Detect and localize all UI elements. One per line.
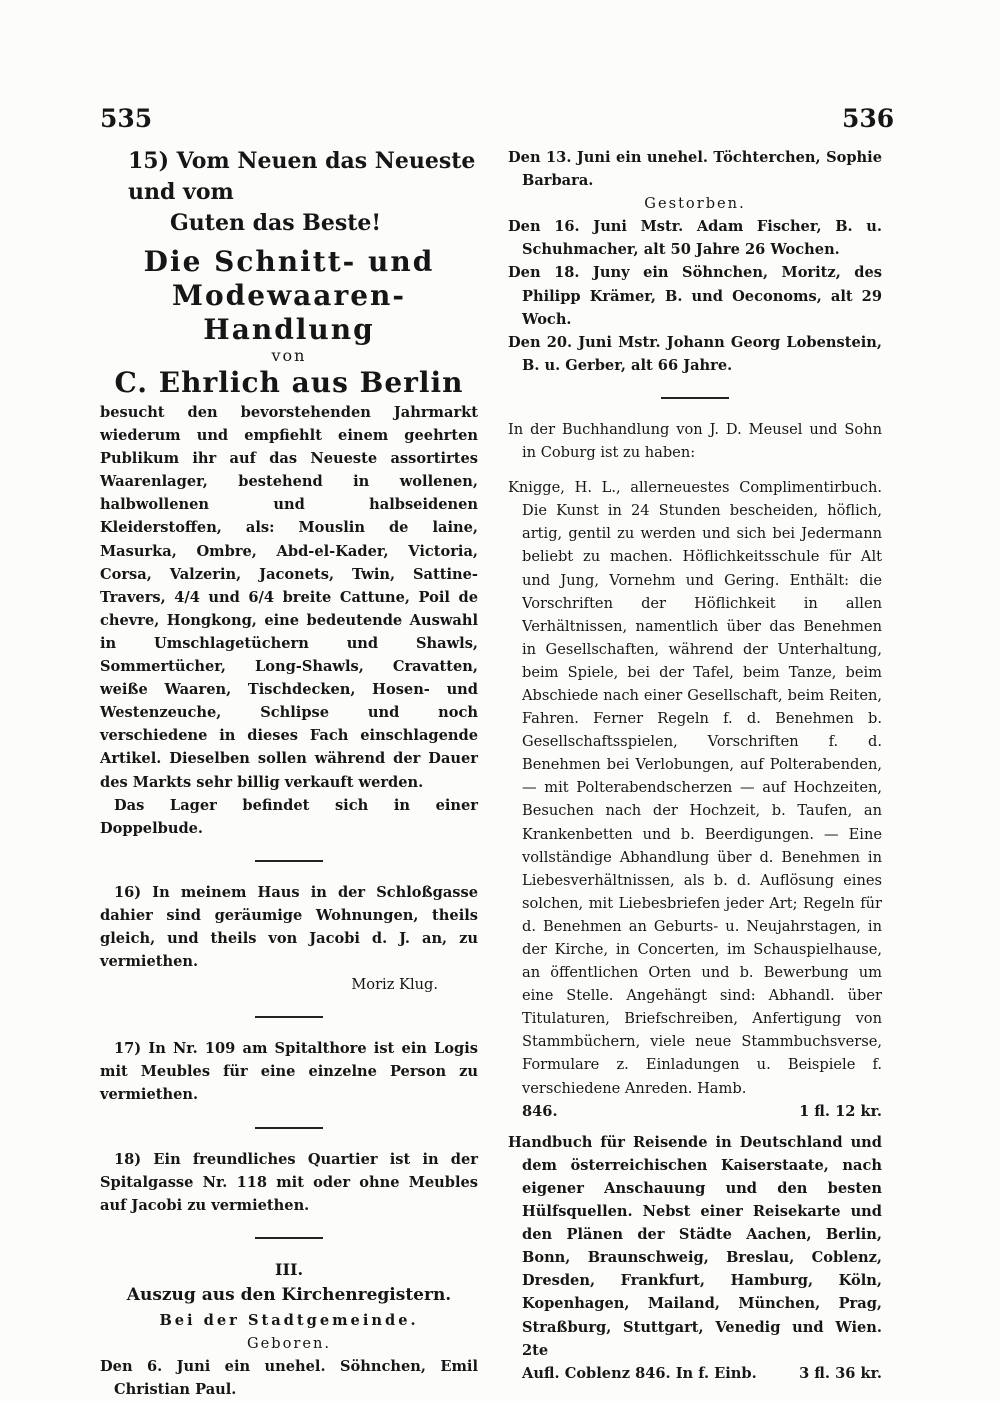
ad-16-text: 16) In meinem Haus in der Schloßgasse dahier sind geräumige Wohnungen, theils gleich, und theils von Jacobi d. J. an, zu vermiethen. — [100, 883, 478, 971]
page-number-left: 535 — [100, 104, 153, 133]
ad-15-heading-line2: Guten das Beste! — [170, 210, 382, 236]
handbuch-edition: Aufl. Coblenz 846. In f. Einb. — [522, 1364, 757, 1382]
birth-entry: Den 6. Juni ein unehel. Söhnchen, Emil Christian Paul. — [100, 1358, 478, 1399]
births-heading: Geboren. — [246, 1335, 332, 1352]
section-title: Auszug aus den Kirchenregistern. — [126, 1284, 452, 1305]
von-label: von — [271, 346, 307, 365]
separator-rule — [255, 1016, 323, 1018]
handbuch-price-line — [508, 1362, 882, 1385]
left-column — [100, 146, 478, 1401]
death-entry: Den 18. Juny ein Söhnchen, Moritz, des Philipp Krämer, B. und Oeconoms, alt 29 Woch. — [508, 264, 882, 328]
ad-15-last-line: Das Lager befindet sich in einer Doppelbude. — [100, 796, 478, 837]
firm-name-line2: Handlung — [203, 313, 375, 346]
separator-rule — [255, 1237, 323, 1239]
page-number-right: 536 — [842, 104, 895, 133]
death-entry: Den 16. Juni Mstr. Adam Fischer, B. u. Schuhmacher, alt 50 Jahre 26 Wochen. — [508, 218, 882, 259]
handbuch-listing: Handbuch für Reisende in Deutschland und dem österreichischen Kaiserstaate, nach eigener Anschauung und den besten Hülfsquellen. Nebst einer Reisekarte und den Plänen der Städte Aachen, Berlin, Bonn, Braunschweig, Breslau, Coblenz, Dresden, Frankfurt, Hamburg, Köln, Kopenhagen, Mailand, München, Prag, Straßburg, Stuttgart, Venedig und Wien. 2te — [508, 1133, 882, 1359]
handbuch-price: 3 fl. 36 kr. — [799, 1364, 882, 1382]
merchant-name: C. Ehrlich aus Berlin — [114, 366, 464, 399]
deaths-heading: Gestorben. — [644, 195, 746, 213]
firm-name-line1: Die Schnitt- und Modewaaren- — [143, 245, 435, 312]
bookshop-intro: In der Buchhandlung von J. D. Meusel und Sohn in Coburg ist zu haben: — [508, 420, 882, 462]
ad-15-heading-line1: 15) Vom Neuen das Neueste und vom — [128, 148, 476, 205]
knigge-year: 846. — [522, 1102, 558, 1120]
separator-rule — [661, 397, 729, 399]
ad-17-text: 17) In Nr. 109 am Spitalthore ist ein Logis mit Meubles für eine einzelne Person zu vermiethen. — [100, 1040, 478, 1104]
right-column — [508, 146, 882, 1385]
birth-entry: Den 13. Juni ein unehel. Töchterchen, Sophie Barbara. — [508, 149, 882, 190]
knigge-listing: Knigge, H. L., allerneuestes Complimentirbuch. Die Kunst in 24 Stunden bescheiden, höflich, artig, gentil zu werden und sich bei Jedermann beliebt zu machen. Höflichkeitsschule für Alt und Jung, Vornehm und Gering. Enthält: die Vorschriften der Höflichkeit in allen Verhältnissen, namentlich über das Benehmen in Gesellschaften, während der Unterhaltung, beim Spiele, bei der Tafel, beim Tanze, beim Abschiede nach einer Gesellschaft, beim Reiten, Fahren. Ferner Regeln f. d. Benehmen b. Gesellschaftsspielen, Vorschriften f. d. Benehmen bei Verlobungen, auf Polterabenden, — mit Polterabendscherzen — auf Hochzeiten, Besuchen nach der Hochzeit, b. Taufen, an Krankenbetten und b. Beerdigungen. — Eine vollständige Abhandlung über d. Benehmen in Liebesverhältnissen, als b. d. Auflösung eines solchen, mit Liebesbriefen jeder Art; Regeln für d. Benehmen an Geburts- u. Neujahrstagen, in der Kirche, in Concerten, im Schauspielhause, an öffentlichen Orten und b. Bewerbung um eine Stelle. Angehängt sind: Abhandl. über Titulaturen, Briefschreiben, Anfertigung von Stammbüchern, viele neue Stammbuchsverse, Formulare z. Einladungen u. Beispiele f. verschiedene Anreden. Hamb. — [508, 479, 882, 1097]
ad-15-heading — [100, 146, 478, 239]
parish-heading: Bei der Stadtgemeinde. — [159, 1311, 419, 1329]
ad-15-text: besucht den bevorstehenden Jahrmarkt wiederum und empfiehlt einem geehrten Publikum ihr auf das Neueste assortirtes Waarenlager, bestehend in wollenen, halbwollenen und halbseidenen Kleiderstoffen, als: Mouslin de laine, Masurka, Ombre, Abd-el-Kader, Victoria, Corsa, Valzerin, Jaconets, Twin, Sattine-Travers, 4/4 und 6/4 breite Cattune, Poil de chevre, Hongkong, eine bedeutende Auswahl in Umschlagetüchern und Shawls, Sommertücher, Long-Shawls, Cravatten, weiße Waaren, Tischdecken, Hosen- und Westenzeuche, Schlipse und noch verschiedene in dieses Fach einschlagende Artikel. Dieselben sollen während der Dauer des Markts sehr billig verkauft werden. — [100, 404, 478, 791]
knigge-price-line — [508, 1100, 882, 1123]
death-entry: Den 20. Juni Mstr. Johann Georg Lobenstein, B. u. Gerber, alt 66 Jahre. — [508, 333, 882, 374]
separator-rule — [255, 1127, 323, 1129]
separator-rule — [255, 860, 323, 862]
firm-name — [100, 245, 478, 347]
knigge-price: 1 fl. 12 kr. — [799, 1102, 882, 1120]
section-number: III. — [274, 1259, 304, 1279]
ad-18-text: 18) Ein freundliches Quartier ist in der Spitalgasse Nr. 118 mit oder ohne Meubles auf Jacobi zu vermiethen. — [100, 1150, 478, 1214]
ad-16-signature: Moriz Klug. — [351, 976, 438, 994]
